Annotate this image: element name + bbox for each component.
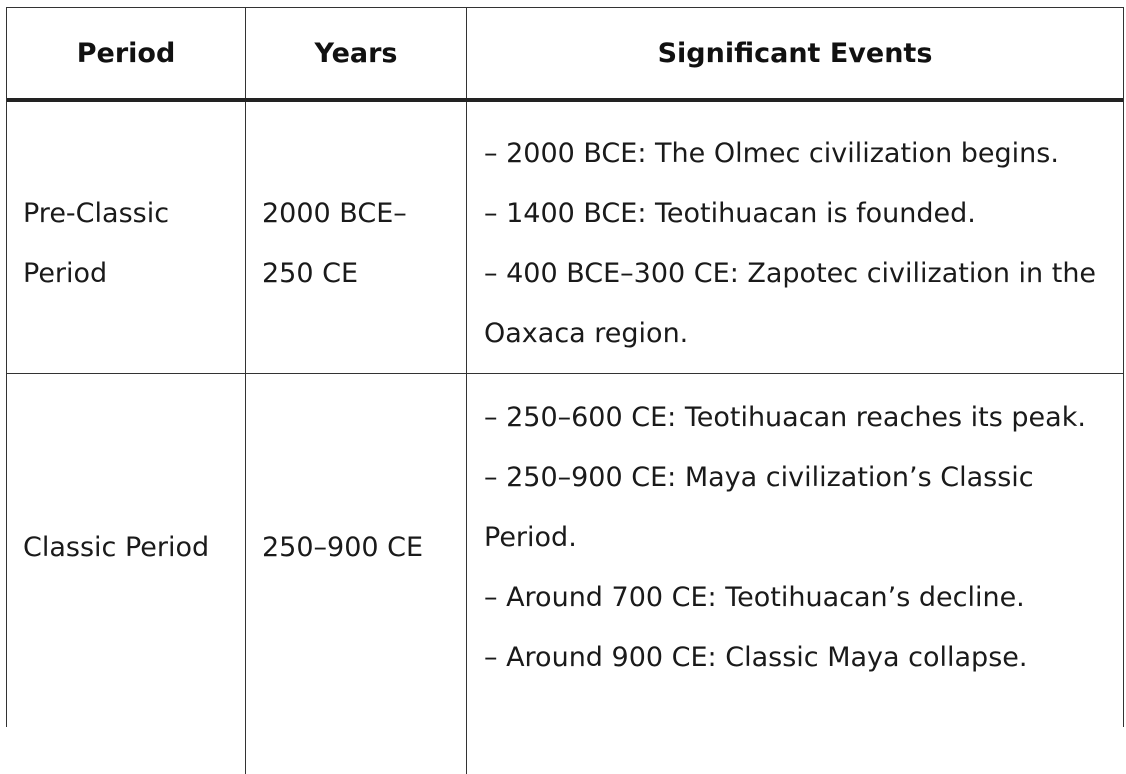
header-period: Period bbox=[7, 8, 246, 98]
event-item: – Around 700 CE: Teotihuacan’s decline. bbox=[484, 582, 1025, 613]
table-row bbox=[7, 374, 1123, 774]
years-text: 250 CE bbox=[262, 258, 359, 289]
years-cell bbox=[246, 374, 467, 774]
years-text: 2000 BCE– bbox=[262, 198, 407, 229]
event-item: – 400 BCE–300 CE: Zapotec civilization in the bbox=[484, 258, 1097, 289]
period-text: Period bbox=[23, 258, 108, 289]
header-significant-events: Significant Events bbox=[657, 37, 933, 69]
events-cell bbox=[467, 102, 1123, 373]
period-text: Classic Period bbox=[23, 532, 210, 563]
event-item: – 250–900 CE: Maya civilization’s Classic bbox=[484, 462, 1034, 493]
events-cell bbox=[467, 374, 1123, 774]
event-item: Period. bbox=[484, 522, 577, 553]
period-text: Pre-Classic bbox=[23, 198, 170, 229]
period-cell bbox=[7, 102, 246, 373]
years-text: 250–900 CE bbox=[262, 532, 424, 563]
event-item: – Around 900 CE: Classic Maya collapse. bbox=[484, 642, 1028, 673]
period-cell bbox=[7, 374, 246, 774]
years-cell bbox=[246, 102, 467, 373]
event-item: – 2000 BCE: The Olmec civilization begins. bbox=[484, 138, 1059, 169]
table-row bbox=[7, 102, 1123, 374]
header-years: Years bbox=[246, 8, 467, 98]
event-item: – 250–600 CE: Teotihuacan reaches its peak. bbox=[484, 402, 1086, 433]
event-item: Oaxaca region. bbox=[484, 318, 689, 349]
history-table bbox=[6, 7, 1124, 727]
event-item: – 1400 BCE: Teotihuacan is founded. bbox=[484, 198, 976, 229]
table-header-row bbox=[7, 8, 1123, 102]
